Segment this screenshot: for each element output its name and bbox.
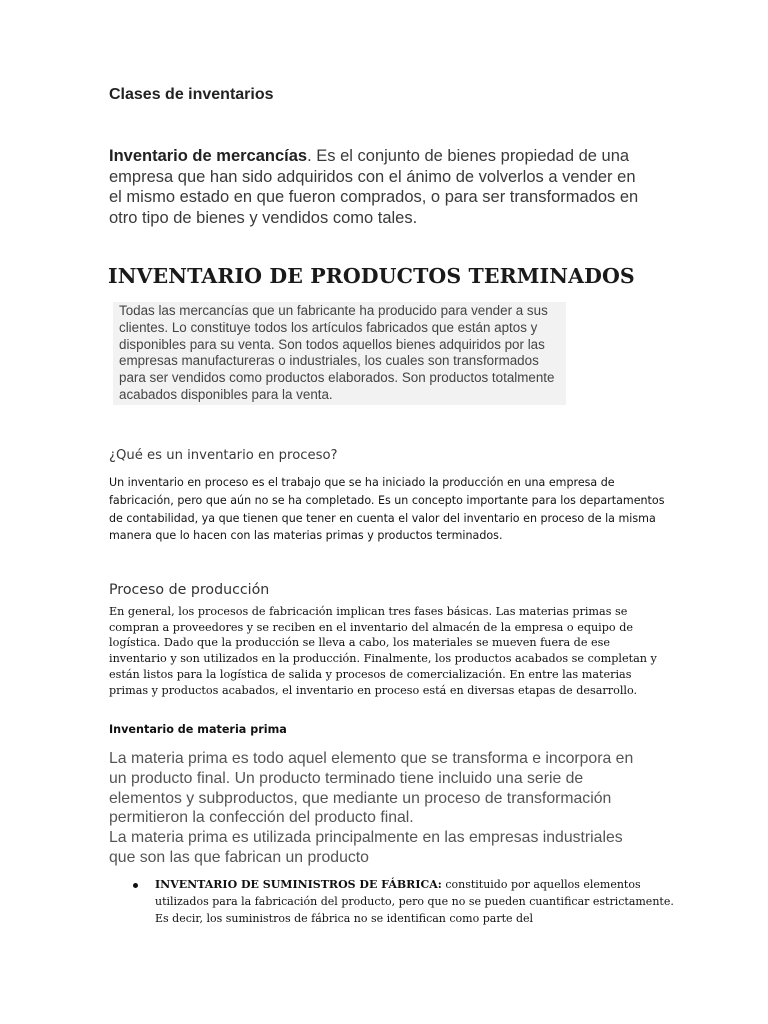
mercancias-term: Inventario de mercancías xyxy=(109,147,308,165)
materia-prima-paragraph-2: La materia prima es utilizada principalmente en las empresas industriales que son las que fabrican un producto xyxy=(109,829,623,866)
en-proceso-heading: ¿Qué es un inventario en proceso? xyxy=(109,448,338,463)
suministros-list-item xyxy=(133,876,685,927)
suministros-term: INVENTARIO DE SUMINISTROS DE FÁBRICA: xyxy=(155,878,442,891)
mercancias-text: . Es el conjunto de bienes propiedad de una empresa que han sido adquiridos con el ánimo de volverlos a vender en el mismo estado en que fueron comprados, o para ser transformados en otro tipo de bienes y vendidos como tales. xyxy=(109,147,639,227)
section-title: Clases de inventarios xyxy=(109,86,274,103)
materia-prima-paragraph-1: La materia prima es todo aquel elemento que se transforma e incorpora en un producto final. Un producto terminado tiene incluido una serie de elementos y subproductos, que mediante un proceso de transformación permitieron la confección del producto final. xyxy=(109,750,634,827)
produccion-paragraph: En general, los procesos de fabricación implican tres fases básicas. Las materias primas se compran a proveedores y se reciben en el inventario del almacén de la empresa o equipo de logística. Dado que la producción se lleva a cabo, los materiales se mueven fuera de ese inventario y son utilizados en la producción. Finalmente, los productos acabados se completan y están listos para la logística de salida y procesos de comercialización. En entre las materias primas y productos acabados, el inventario en proceso está en diversas etapas de desarrollo. xyxy=(109,605,657,697)
produccion-heading: Proceso de producción xyxy=(109,582,270,598)
bullet-icon xyxy=(133,883,138,888)
terminados-heading: INVENTARIO DE PRODUCTOS TERMINADOS xyxy=(108,264,635,288)
materia-prima-heading: Inventario de materia prima xyxy=(109,723,287,736)
materia-prima-body xyxy=(109,749,649,868)
mercancias-paragraph xyxy=(109,146,649,228)
terminados-paragraph: Todas las mercancías que un fabricante ha producido para vender a sus clientes. Lo constituye todos los artículos fabricados que están aptos y disponibles para su venta. Son todos aquellos bienes adquiridos por las empresas manufactureras o industriales, los cuales son transformados para ser vendidos como productos elaborados. Son productos totalmente acabados disponibles para la venta. xyxy=(113,302,566,405)
en-proceso-paragraph: Un inventario en proceso es el trabajo que se ha iniciado la producción en una empresa de fabricación, pero que aún no se ha completado. Es un concepto importante para los departamentos de contabilidad, ya que tienen que tener en cuenta el valor del inventario en proceso de la misma manera que lo hacen con las materias primas y productos terminados. xyxy=(109,476,665,543)
suministros-text: constituido por aquellos elementos utilizados para la fabricación del producto, pero que no se pueden cuantificar estrictamente. Es decir, los suministros de fábrica no se identifican como parte del xyxy=(155,878,674,925)
